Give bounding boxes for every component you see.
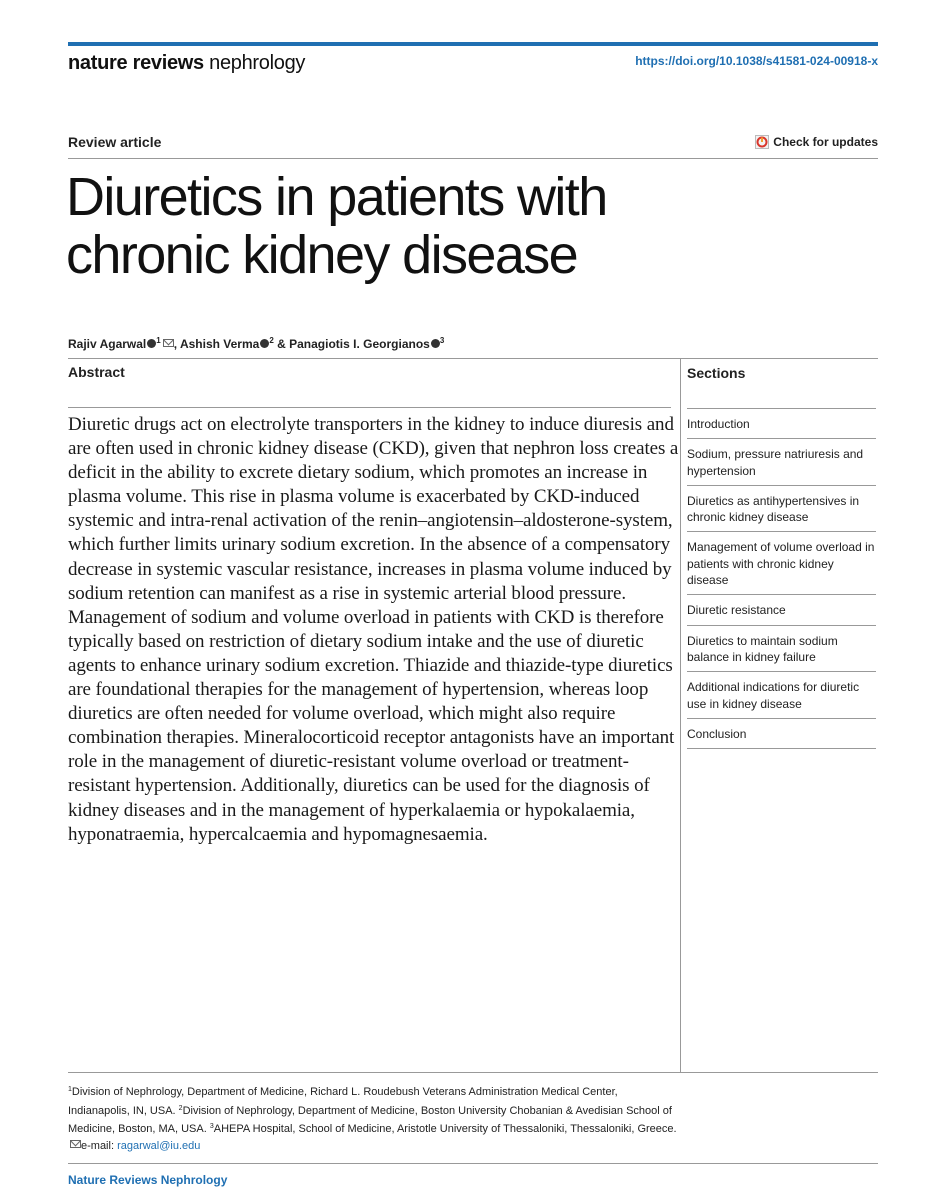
mail-icon[interactable] <box>163 339 174 347</box>
section-link-introduction[interactable]: Introduction <box>687 409 876 439</box>
author-separator: & <box>273 337 290 351</box>
check-for-updates-button[interactable] <box>755 135 878 149</box>
sections-heading: Sections <box>687 365 746 381</box>
check-updates-icon <box>755 135 769 149</box>
affiliation-sup: 2 <box>178 1104 183 1112</box>
author-name[interactable]: Panagiotis I. Georgianos <box>289 337 430 351</box>
affiliation-sup: 1 <box>68 1086 72 1093</box>
journal-logo-light: nephrology <box>209 52 306 74</box>
affiliations <box>68 1082 678 1154</box>
author-separator: , <box>173 337 180 351</box>
email-link[interactable]: ragarwal@iu.edu <box>117 1139 201 1152</box>
affiliation-sup: 3 <box>209 1123 214 1130</box>
orcid-icon[interactable] <box>431 339 440 348</box>
article-title: Diuretics in patients with chronic kidney disease <box>66 167 607 285</box>
header-accent-bar <box>68 42 878 46</box>
abstract-text: Diuretic drugs act on electrolyte transporters in the kidney to induce diuresis and are often used in chronic kidney disease (CKD), given that nephron loss creates a deficit in the ability to excrete dietary sodium, which promotes an increase in plasma volume. This rise in plasma volume is exacerbated by CKD-induced systemic and intra-renal activation of the renin–angiotensin–aldosterone-system, which further limits urinary sodium excretion. In the absence of a compensatory decrease in systemic vascular resistance, increases in plasma volume induced by sodium retention can manifest as a rise in systemic arterial blood pressure. Management of sodium and volume overload in patients with CKD is therefore typically based on restriction of dietary sodium intake and the use of diuretic agents to enhance urinary sodium excretion. Thiazide and thiazide-type diuretics are foundational therapies for the management of hypertension, whereas loop diuretics are often needed for volume overload, which might also require combination therapies. Mineralocorticoid receptor antagonists have an important role in the management of diuretic-resistant volume overload or treatment-resistant hypertension. Additionally, diuretics can be used for the diagnosis of kidney diseases and in the management of hyperkalaemia or hypokalaemia, hyponatraemia, hypercalcaemia and hypomagnesaemia. <box>68 414 679 845</box>
doi-link[interactable]: https://doi.org/10.1038/s41581-024-00918-x <box>635 54 878 68</box>
orcid-icon[interactable] <box>147 339 156 348</box>
footer-journal-name: Nature Reviews Nephrology <box>68 1173 228 1187</box>
author-affiliation-sup: 2 <box>269 336 274 345</box>
email-label: e-mail: <box>81 1139 118 1152</box>
check-updates-label: Check for updates <box>773 135 878 149</box>
section-link-kidney-failure[interactable]: Diuretics to maintain sodium balance in kidney failure <box>687 626 876 673</box>
section-link-diuretic-resistance[interactable]: Diuretic resistance <box>687 595 876 625</box>
divider <box>68 158 878 159</box>
mail-icon <box>70 1140 81 1148</box>
author-name[interactable]: Ashish Verma <box>179 337 260 351</box>
column-divider <box>680 358 681 1072</box>
affiliation-2: Division of Nephrology, Department of Medicine, Boston University Chobanian & Avedisian School of Medicine, Boston, MA, USA. <box>68 1104 672 1135</box>
author-affiliation-sup: 3 <box>439 336 445 345</box>
journal-logo <box>68 50 305 76</box>
abstract-heading: Abstract <box>68 364 125 380</box>
divider <box>68 1163 878 1164</box>
section-link-diuretics-antihypertensives[interactable]: Diuretics as antihypertensives in chronic kidney disease <box>687 486 876 533</box>
divider <box>68 407 671 408</box>
section-link-conclusion[interactable]: Conclusion <box>687 719 876 749</box>
section-link-additional-indications[interactable]: Additional indications for diuretic use in kidney disease <box>687 672 876 719</box>
author-list <box>68 336 444 351</box>
article-type-label: Review article <box>68 134 162 150</box>
divider <box>68 1072 878 1073</box>
section-link-sodium-pressure[interactable]: Sodium, pressure natriuresis and hypertension <box>687 439 876 486</box>
journal-logo-bold: nature reviews <box>68 52 204 74</box>
author-affiliation-sup: 1 <box>156 336 161 345</box>
affiliation-1: Division of Nephrology, Department of Medicine, Richard L. Roudebush Veterans Administration Medical Center, Indianapolis, IN, USA. <box>68 1086 618 1117</box>
section-link-volume-overload[interactable]: Management of volume overload in patients with chronic kidney disease <box>687 532 876 595</box>
author-name[interactable]: Rajiv Agarwal <box>68 337 147 351</box>
divider <box>68 358 878 359</box>
orcid-icon[interactable] <box>260 339 269 348</box>
sections-list <box>687 408 876 749</box>
affiliation-3: AHEPA Hospital, School of Medicine, Aristotle University of Thessaloniki, Thessaloniki, Greece. <box>213 1123 677 1135</box>
